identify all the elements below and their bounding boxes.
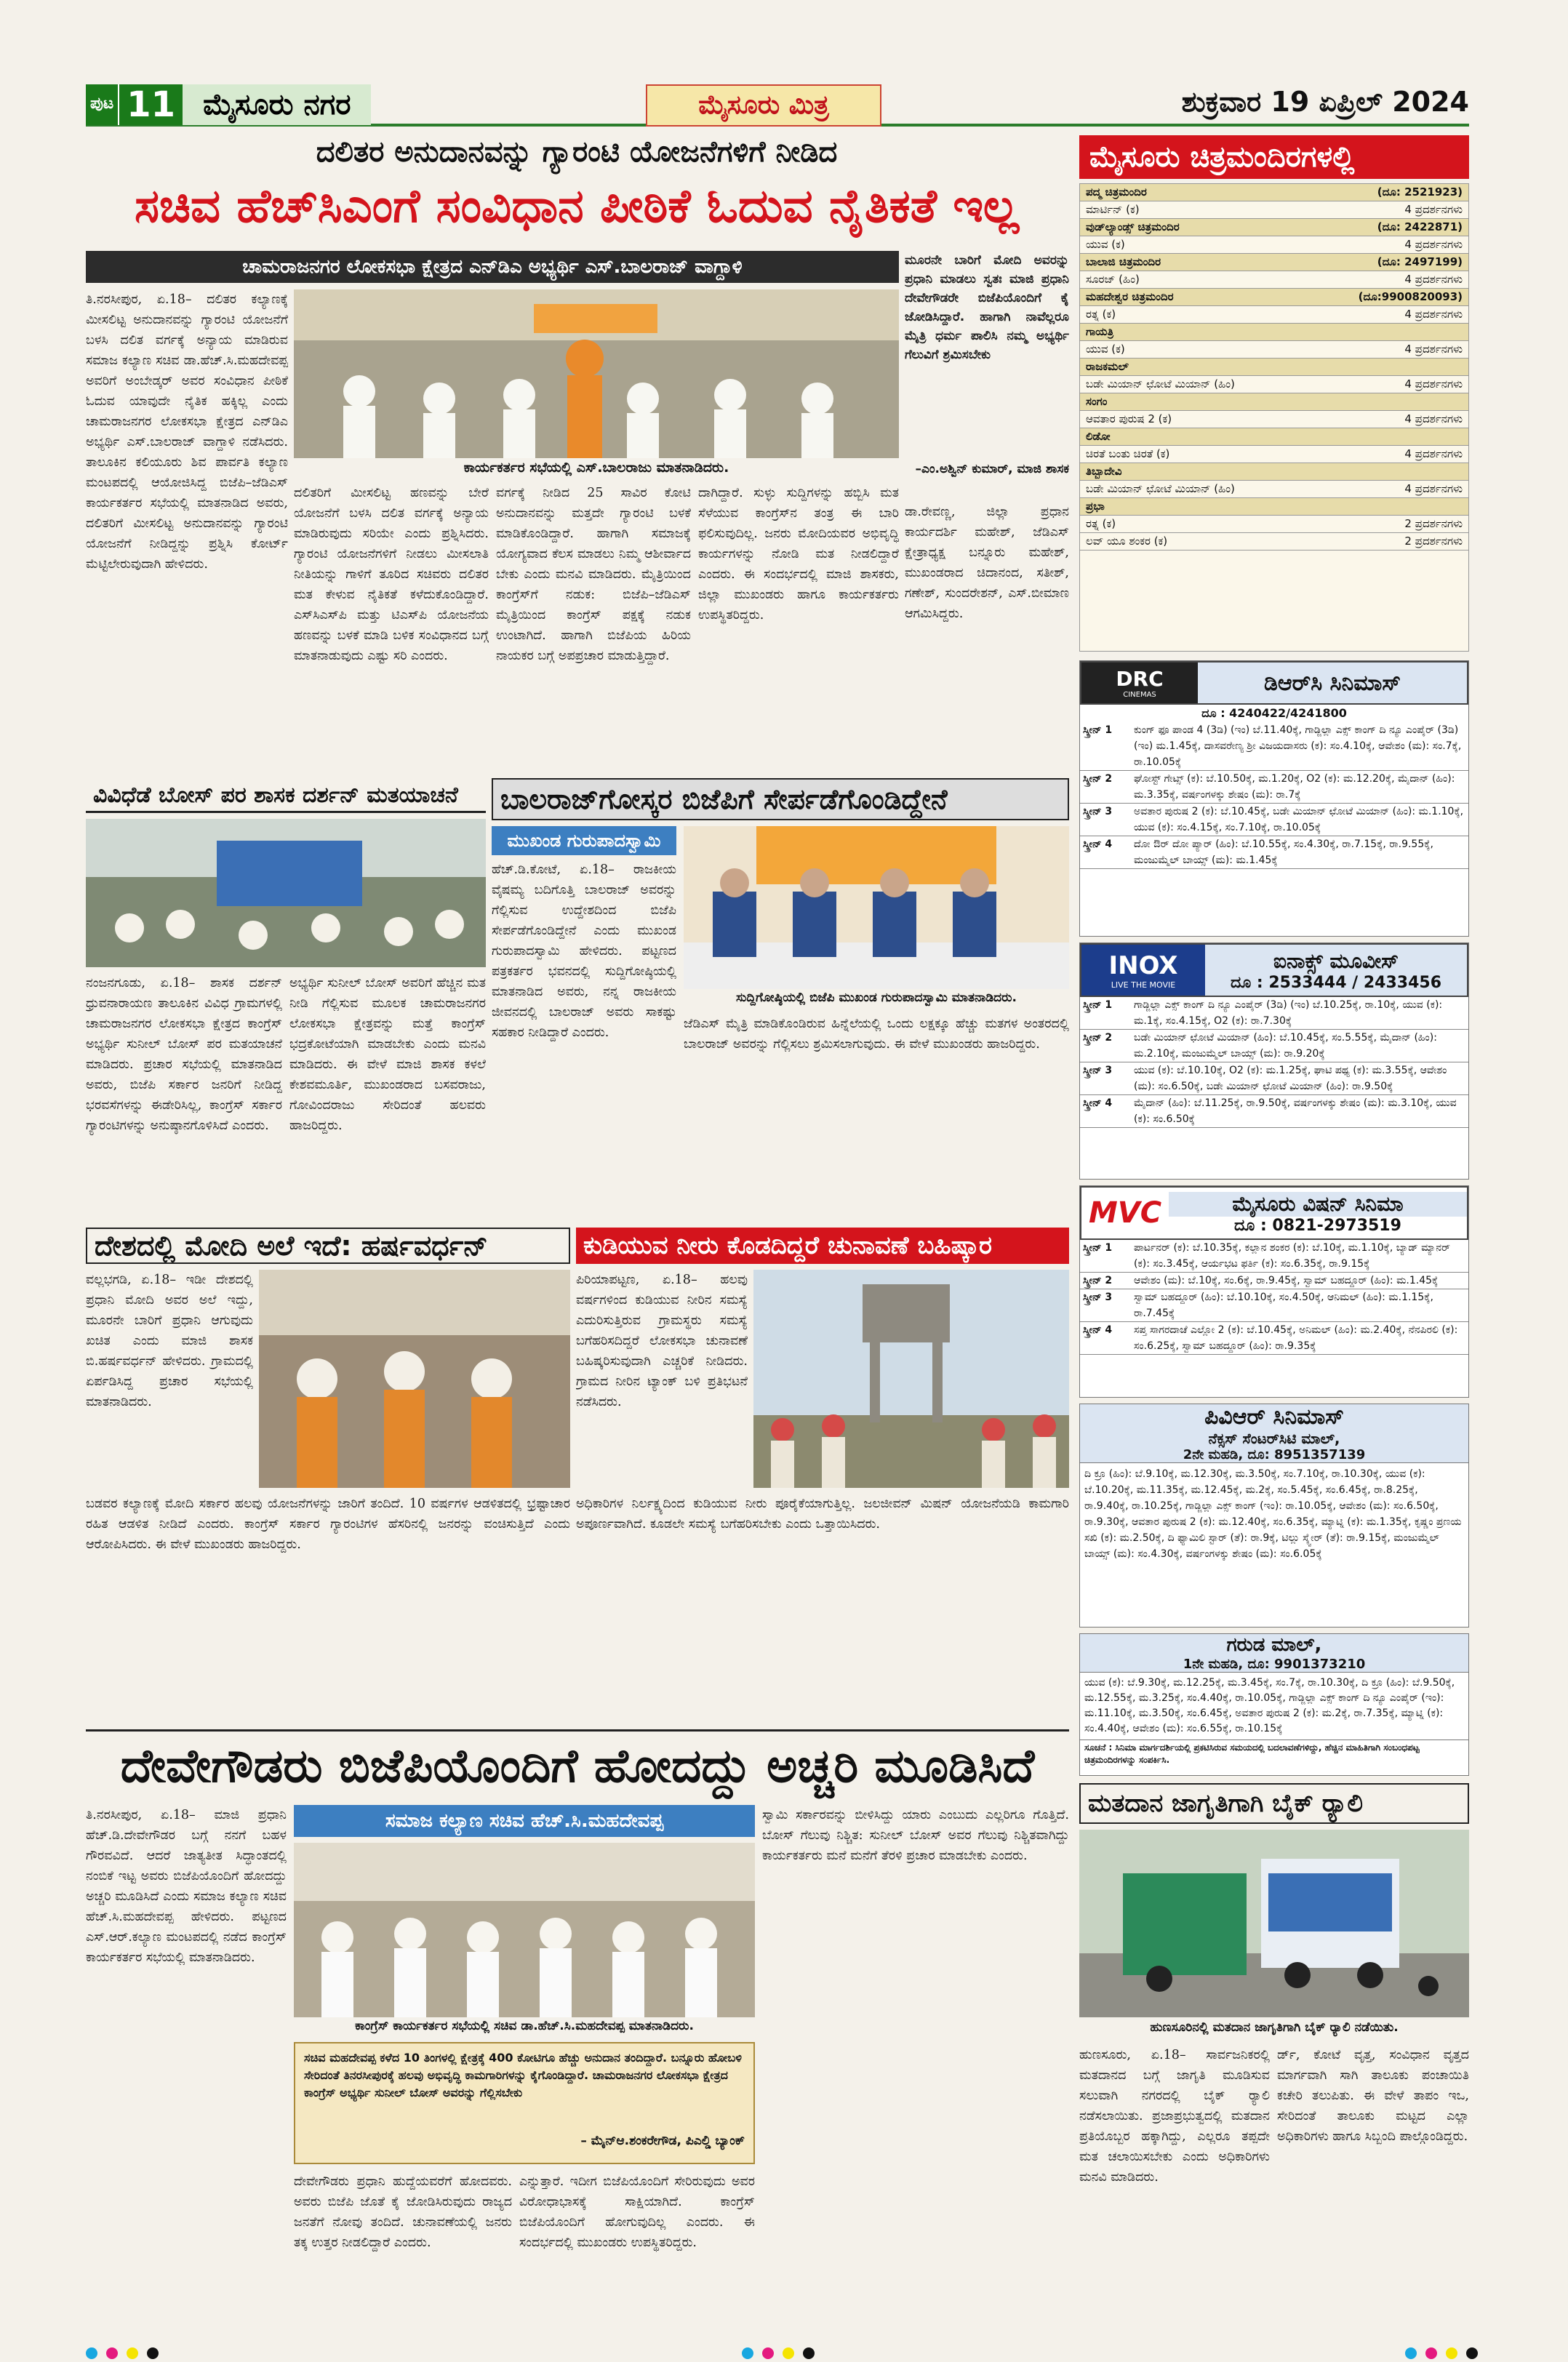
section-name: ಮೈಸೂರು ನಗರ	[183, 84, 371, 125]
page-number: 11	[118, 84, 183, 125]
theatre-film-row	[1080, 306, 1468, 324]
drc-screen-row	[1080, 836, 1468, 869]
theatre-hall-name: ರಾಜಕಮಲ್	[1086, 360, 1129, 373]
drc-phone: ದೂ : 4240422/4241800	[1201, 706, 1347, 720]
screen-showtimes: ಪಾರ್ಟನರ್ (ಕ): ಬೆ.10.35ಕ್ಕೆ, ಕಲ್ಲಾನ ಶಂಕರ (ಕ): ಬೆ.10ಕ್ಕೆ, ಮ.1.10ಕ್ಕೆ, ಬ್ಯಾಡ್ ಮ್ಯಾನರ್ (ಕ): ಸಂ.3.45ಕ್ಕೆ, ಆರ್ಯಭಟ ಫರ್ತಿ (ಕ): ಸಂ.6.35ಕ್ಕೆ, ರಾ.9.15ಕ್ಕೆ	[1134, 1242, 1451, 1270]
registration-marks-center	[742, 2347, 815, 2359]
rally-photo-icon	[86, 819, 486, 967]
film-shows: 4 ಪ್ರದರ್ಶನಗಳು	[1404, 377, 1463, 391]
cyan-dot	[742, 2347, 753, 2359]
drc-screen-row	[1080, 722, 1468, 771]
theatre-hall-name: ಪದ್ಮ ಚಿತ್ರಮಂದಿರ	[1086, 185, 1147, 199]
screen-showtimes: ಯುವ (ಕ): ಬೆ.10.10ಕ್ಕೆ, O2 (ಕ): ಮ.1.25ಕ್ಕೆ, ಘಾಟಿ ಪಥ್ಯ (ಕ): ಮ.3.55ಕ್ಕೆ, ಆವೇಶಂ (ಮ): ಸಂ.6.50ಕ್ಕೆ, ಬಡೇ ಮಿಯಾನ್ ಛೋಟೆ ಮಿಯಾನ್ (ಹಿಂ): ರಾ.9.50ಕ್ಕೆ	[1134, 1065, 1447, 1092]
screen-label: ಸ್ಕ್ರೀನ್ 4	[1083, 838, 1113, 850]
deve-photo	[294, 1843, 755, 2017]
lead-column-1: ತಿ.ನರಸೀಪುರ, ಏ.18– ದಲಿತರ ಕಲ್ಯಾಣಕ್ಕೆ ಮೀಸಲಿಟ್ಟ ಅನುದಾನವನ್ನು ಗ್ಯಾರಂಟಿ ಯೋಜನೆಗೆ ಬಳಸಿ ದಲಿತ ವರ್ಗಕ್ಕೆ ಅನ್ಯಾಯ ಮಾಡಿರುವ ಸಮಾಜ ಕಲ್ಯಾಣ ಸಚಿವ ಡಾ.ಹೆಚ್.ಸಿ.ಮಹದೇವಪ್ಪ ಅವರಿಗೆ ಅಂಬೇಡ್ಕರ್ ಅವರ ಸಂವಿಧಾನ ಪೀಠಿಕೆ ಓದುವ ಯಾವುದೇ ನೈತಿಕ ಹಕ್ಕಿಲ್ಲ ಎಂದು ಚಾಮರಾಜನಗರ ಲೋಕಸಭಾ ಕ್ಷೇತ್ರದ ಎನ್‌ಡಿಎ ಅಭ್ಯರ್ಥಿ ಎಸ್.ಬಾಲರಾಜ್ ವಾಗ್ದಾಳಿ ನಡೆಸಿದರು. ತಾಲೂಕಿನ ಕಲಿಯೂರು ಶಿವ ಪಾರ್ವತಿ ಕಲ್ಯಾಣ ಮಂಟಪದಲ್ಲಿ ಆಯೋಜಿಸಿದ್ದ ಬಿಜೆಪಿ–ಜೆಡಿಎಸ್ ಕಾರ್ಯಕರ್ತರ ಸಭೆಯಲ್ಲಿ ಮಾತನಾಡಿದ ಅವರು, ದಲಿತರಿಗೆ ಮೀಸಲಿಟ್ಟ ಅನುದಾನವನ್ನು ಗ್ಯಾರಂಟಿ ಯೋಜನೆಗೆ ನೀಡಿದ್ದನ್ನು ಪ್ರಶ್ನಿಸಿ ಕೋರ್ಟ್ ಮೆಟ್ಟಿಲೇರುವುದಾಗಿ ಹೇಳಿದರು.	[86, 292, 288, 572]
theatre-film-row	[1080, 411, 1468, 428]
screen-label: ಸ್ಕ್ರೀನ್ 3	[1083, 806, 1113, 817]
theatres-table	[1079, 183, 1469, 652]
film-shows: 4 ಪ್ರದರ್ಶನಗಳು	[1404, 482, 1463, 495]
screen-label: ಸ್ಕ್ರೀನ್ 4	[1083, 1324, 1113, 1336]
film-title: ಲವ್ ಯೂ ಶಂಕರ (ಕ)	[1086, 535, 1168, 548]
film-title: ಮಾರ್ಟಿನ್ (ಕ)	[1086, 203, 1140, 216]
theatre-film-row	[1080, 533, 1468, 551]
lead-photo	[294, 289, 899, 458]
screen-showtimes: ಘೋಸ್ಟ್ ಗೇಟ್ಸ್ (ಕ): ಬೆ.10.50ಕ್ಕೆ, ಮ.1.20ಕ್ಕೆ, O2 (ಕ): ಮ.12.20ಕ್ಕೆ, ಮೈದಾನ್ (ಹಿಂ): ಮ.3.35ಕ್ಕೆ, ವರ್ಷಂಗಳಕ್ಕು ಶೇಷಂ (ಮ): ರಾ.7ಕ್ಕೆ	[1134, 773, 1455, 801]
mvc-box	[1079, 1185, 1469, 1398]
inox-title: ಐನಾಕ್ಸ್ ಮೂವೀಸ್	[1273, 948, 1399, 973]
film-shows: 4 ಪ್ರದರ್ಶನಗಳು	[1404, 412, 1463, 425]
page-box	[86, 84, 371, 125]
magenta-dot	[762, 2347, 774, 2359]
theatre-film-row	[1080, 201, 1468, 219]
screen-showtimes: ಸಪ್ತ ಸಾಗರದಾಚೆ ಎಲ್ಲೋ 2 (ಕ): ಬೆ.10.45ಕ್ಕೆ, ಅನಿಮಲ್ (ಹಿಂ): ಮ.2.40ಕ್ಕೆ, ನೆನಪಿರಲಿ (ಕ): ಸಂ.6.25ಕ್ಕೆ, ಸ್ವಾಮ್ ಬಹದ್ದೂರ್ (ಹಿಂ): ರಾ.9.35ಕ್ಕೆ	[1134, 1324, 1458, 1352]
screen-showtimes: ಮೈದಾನ್ (ಹಿಂ): ಬೆ.11.25ಕ್ಕೆ, ರಾ.9.50ಕ್ಕೆ, ವರ್ಷಂಗಳಕ್ಕು ಶೇಷಂ (ಮ): ಮ.3.10ಕ್ಕೆ, ಯುವ (ಕ): ಸಂ.6.50ಕ್ಕೆ	[1134, 1097, 1457, 1125]
mvc-screen-row	[1080, 1273, 1468, 1289]
harsha-column-1: ವಲ್ಲಭಗಡಿ, ಏ.18– ಇಡೀ ದೇಶದಲ್ಲಿ ಪ್ರಧಾನಿ ಮೋದಿ ಅವರ ಅಲೆ ಇದ್ದು, ಮೂರನೇ ಬಾರಿಗೆ ಪ್ರಧಾನಿ ಆಗುವುದು ಖಚಿತ ಎಂದು ಮಾಜಿ ಶಾಸಕ ಬಿ.ಹರ್ಷವರ್ಧನ್ ಹೇಳಿದರು. ಗ್ರಾಮದಲ್ಲಿ ಏರ್ಪಡಿಸಿದ್ದ ಪ್ರಚಾರ ಸಭೆಯಲ್ಲಿ ಮಾತನಾಡಿದರು.	[86, 1273, 253, 1409]
cyan-dot	[86, 2347, 97, 2359]
theatre-hall-header	[1080, 463, 1468, 481]
water-column-1: ಪಿರಿಯಾಪಟ್ಟಣ, ಏ.18– ಹಲವು ವರ್ಷಗಳಿಂದ ಕುಡಿಯುವ ನೀರಿನ ಸಮಸ್ಯೆ ಎದುರಿಸುತ್ತಿರುವ ಗ್ರಾಮಸ್ಥರು ಸಮಸ್ಯೆ ಬಗೆಹರಿಸದಿದ್ದರೆ ಲೋಕಸಭಾ ಚುನಾವಣೆ ಬಹಿಷ್ಕರಿಸುವುದಾಗಿ ಎಚ್ಚರಿಕೆ ನೀಡಿದರು. ಗ್ರಾಮದ ನೀರಿನ ಟ್ಯಾಂಕ್ ಬಳಿ ಪ್ರತಿಭಟನೆ ನಡೆಸಿದರು.	[576, 1273, 748, 1409]
lead-quote: ಮೂರನೇ ಬಾರಿಗೆ ಮೋದಿ ಅವರನ್ನು ಪ್ರಧಾನಿ ಮಾಡಲು ಸ್ವತಃ ಮಾಜಿ ಪ್ರಧಾನಿ ದೇವೇಗೌಡರೇ ಬಿಜೆಪಿಯೊಂದಿಗೆ ಕೈ ಜೋಡಿಸಿದ್ದಾರೆ. ಹಾಗಾಗಿ ನಾವೆಲ್ಲರೂ ಮೈತ್ರಿ ಧರ್ಮ ಪಾಲಿಸಿ ನಮ್ಮ ಅಭ್ಯರ್ಥಿ ಗೆಲುವಿಗೆ ಶ್ರಮಿಸಬೇಕು	[905, 253, 1069, 362]
screen-label: ಸ್ಕ್ರೀನ್ 1	[1083, 999, 1113, 1011]
lead-quote-author: –ಎಂ.ಅಶ್ವಿನ್ ಕುಮಾರ್, ಮಾಜಿ ಶಾಸಕ	[915, 462, 1069, 476]
inox-phone: ದೂ : 2533444 / 2433456	[1230, 973, 1442, 992]
screen-showtimes: ಬಡೇ ಮಿಯಾನ್ ಛೋಟೆ ಮಿಯಾನ್ (ಹಿಂ): ಬೆ.10.45ಕ್ಕೆ, ಸಂ.5.55ಕ್ಕೆ, ಮೈದಾನ್ (ಹಿಂ): ಮ.2.10ಕ್ಕೆ, ಮಂಜುಮ್ಮೆಲ್ ಬಾಯ್ಸ್ (ಮ): ರಾ.9.20ಕ್ಕೆ	[1134, 1032, 1437, 1060]
theatre-hall-phone: (ದೂ: 2521923)	[1377, 185, 1463, 199]
page-label: ಪುಟ	[86, 84, 118, 125]
film-shows: 2 ಪ್ರದರ್ಶನಗಳು	[1404, 517, 1463, 530]
screen-label: ಸ್ಕ್ರೀನ್ 3	[1083, 1065, 1113, 1076]
theatre-film-row	[1080, 481, 1468, 498]
theatre-hall-phone: (ದೂ:9900820093)	[1358, 290, 1463, 303]
film-title: ಯುವ (ಕ)	[1086, 343, 1125, 356]
mvc-screen-row	[1080, 1322, 1468, 1355]
theatre-hall-name: ಲಿಡೋ	[1086, 430, 1111, 443]
bike-column-2: ರ್ಡ್, ಕೋಟೆ ವೃತ್ತ, ಸಂವಿಧಾನ ವೃತ್ತದ ಮಾರ್ಗವಾಗಿ ಸಾಗಿ ತಾಲೂಕು ಪಂಚಾಯಿತಿ ಕಚೇರಿ ತಲುಪಿತು. ಈ ವೇಳೆ ತಾಪಂ ಇಒ, ಸೇರಿದಂತೆ ತಾಲೂಕು ಮಟ್ಟದ ಎಲ್ಲಾ ಅಧಿಕಾರಿಗಳು ಹಾಗೂ ಸಿಬ್ಬಂದಿ ಪಾಲ್ಗೊಂಡಿದ್ದರು.	[1277, 2048, 1469, 2144]
drc-box	[1079, 660, 1469, 937]
lead-subbar: ಚಾಮರಾಜನಗರ ಲೋಕಸಭಾ ಕ್ಷೇತ್ರದ ಎನ್‌ಡಿಎ ಅಭ್ಯರ್ಥಿ ಎಸ್.ಬಾಲರಾಜ್ ವಾಗ್ದಾಳಿ	[86, 251, 899, 283]
film-title: ಯುವ (ಕ)	[1086, 238, 1125, 251]
harsha-headline: ದೇಶದಲ್ಲಿ ಮೋದಿ ಅಲೆ ಇದೆ: ಹರ್ಷವರ್ಧನ್	[86, 1228, 570, 1264]
film-title: ರತ್ನ (ಕ)	[1086, 517, 1116, 530]
garuda-title: ಗರುಡ ಮಾಲ್,	[1226, 1634, 1322, 1656]
campaign-photo-icon	[259, 1270, 570, 1488]
screen-showtimes: ದೋ ಔರ್ ದೋ ಪ್ಯಾರ್ (ಹಿಂ): ಬೆ.10.55ಕ್ಕೆ, ಸಂ.4.30ಕ್ಕೆ, ರಾ.7.15ಕ್ಕೆ, ರಾ.9.55ಕ್ಕೆ, ಮಂಜುಮ್ಮೆಲ್ ಬಾಯ್ಸ್ (ಮ): ಮ.1.45ಕ್ಕೆ	[1134, 838, 1433, 866]
screen-label: ಸ್ಕ್ರೀನ್ 2	[1083, 773, 1113, 785]
film-title: ಆವತಾರ ಪುರುಷ 2 (ಕ)	[1086, 412, 1172, 425]
theatre-hall-phone: (ದೂ: 2497199)	[1377, 255, 1463, 268]
drc-logo-sub: CINEMAS	[1123, 691, 1156, 699]
lead-quote-box	[905, 251, 1069, 498]
deve-headline: ದೇವೇಗೌಡರು ಬಿಜೆಪಿಯೊಂದಿಗೆ ಹೋದದ್ದು ಅಚ್ಚರಿ ಮೂಡಿಸಿದೆ	[86, 1729, 1069, 1799]
masthead	[86, 81, 1469, 127]
bike-photo-caption: ಹುಣಸೂರಿನಲ್ಲಿ ಮತದಾನ ಜಾಗೃತಿಗಾಗಿ ಬೈಕ್ ರ್‍ಯಾಲಿ ನಡೆಯಿತು.	[1150, 2020, 1399, 2035]
garuda-box	[1079, 1633, 1469, 1776]
screen-label: ಸ್ಕ್ರೀನ್ 3	[1083, 1292, 1113, 1303]
inox-screen-row	[1080, 1095, 1468, 1128]
film-shows: 4 ಪ್ರದರ್ಶನಗಳು	[1404, 238, 1463, 251]
drc-title: ಡಿಆರ್‌ಸಿ ಸಿನಿಮಾಸ್	[1263, 670, 1401, 696]
drc-header	[1080, 661, 1468, 705]
black-dot	[1466, 2347, 1478, 2359]
deve-photo-caption: ಕಾಂಗ್ರೆಸ್ ಕಾರ್ಯಕರ್ತರ ಸಭೆಯಲ್ಲಿ ಸಚಿವ ಡಾ.ಹೆಚ್.ಸಿ.ಮಹದೇವಪ್ಪ ಮಾತನಾಡಿದರು.	[355, 2019, 694, 2033]
harsha-photo	[259, 1270, 570, 1488]
balaraj-column-2: ಜೆಡಿಎಸ್ ಮೈತ್ರಿ ಮಾಡಿಕೊಂಡಿರುವ ಹಿನ್ನೆಲೆಯಲ್ಲಿ ಒಂದು ಲಕ್ಷಕ್ಕೂ ಹೆಚ್ಚು ಮತಗಳ ಅಂತರದಲ್ಲಿ ಬಾಲರಾಜ್ ಅವರನ್ನು ಗೆಲ್ಲಿಸಲು ಶ್ರಮಿಸಲಾಗುವುದು. ಈ ವೇಳೆ ಮುಖಂಡರು ಹಾಜರಿದ್ದರು.	[684, 1017, 1069, 1052]
theatre-hall-header	[1080, 184, 1468, 201]
lead-column-5: ಡಾ.ರೇವಣ್ಣ, ಜಿಲ್ಲಾ ಪ್ರಧಾನ ಕಾರ್ಯದರ್ಶಿ ಮಹೇಶ್, ಜೆಡಿಎಸ್ ಕ್ಷೇತ್ರಾಧ್ಯಕ್ಷ ಬನ್ನೂರು ಮಹೇಶ್, ಮುಖಂಡರಾದ ಚಿದಾನಂದ, ಸತೀಶ್, ಗಣೇಶ್, ಸುಂದರೇಶನ್, ಎಸ್.ಬೀಮಾಣ ಆಗಮಿಸಿದ್ದರು.	[905, 505, 1069, 621]
theatre-hall-header	[1080, 428, 1468, 446]
inox-logo-sub: LIVE THE MOVIE	[1111, 980, 1176, 990]
water-headline: ಕುಡಿಯುವ ನೀರು ಕೊಡದಿದ್ದರೆ ಚುನಾವಣೆ ಬಹಿಷ್ಕಾರ	[576, 1228, 1069, 1264]
mvc-header	[1080, 1186, 1468, 1240]
mvc-screens	[1080, 1240, 1468, 1355]
drc-logo	[1081, 662, 1198, 703]
theatre-hall-header	[1080, 324, 1468, 341]
theatre-hall-name: ಪ್ರಭಾ	[1086, 500, 1105, 513]
film-shows: 2 ಪ್ರದರ್ಶನಗಳು	[1404, 535, 1463, 548]
theatre-hall-name: ಬಾಲಾಜಿ ಚಿತ್ರಮಂದಿರ	[1086, 255, 1161, 268]
theatre-film-row	[1080, 446, 1468, 463]
balaraj-column-1: ಹೆಚ್.ಡಿ.ಕೋಟೆ, ಏ.18– ರಾಜಕೀಯ ವೈಷಮ್ಯ ಬದಿಗೊತ್ತಿ ಬಾಲರಾಜ್ ಅವರನ್ನು ಗೆಲ್ಲಿಸುವ ಉದ್ದೇಶದಿಂದ ಬಿಜೆಪಿ ಸೇರ್ಪಡೆಗೊಂಡಿದ್ದೇನೆ ಎಂದು ಮುಖಂಡ ಗುರುಪಾದಸ್ವಾಮಿ ಹೇಳಿದರು. ಪಟ್ಟಣದ ಪತ್ರಕರ್ತರ ಭವನದಲ್ಲಿ ಸುದ್ದಿಗೋಷ್ಠಿಯಲ್ಲಿ ಮಾತನಾಡಿದ ಅವರು, ನನ್ನ ರಾಜಕೀಯ ಜೀವನದಲ್ಲಿ ಬಾಲರಾಜ್ ಅವರು ಸಾಕಷ್ಟು ಸಹಕಾರ ನೀಡಿದ್ದಾರೆ ಎಂದರು.	[492, 862, 676, 1040]
water-column-2: ಅಧಿಕಾರಿಗಳ ನಿರ್ಲಕ್ಷ್ಯದಿಂದ ಕುಡಿಯುವ ನೀರು ಪೂರೈಕೆಯಾಗುತ್ತಿಲ್ಲ. ಜಲಜೀವನ್ ಮಿಷನ್ ಯೋಜನೆಯಡಿ ಕಾಮಗಾರಿ ಅಪೂರ್ಣವಾಗಿದೆ. ಕೂಡಲೇ ಸಮಸ್ಯೆ ಬಗೆಹರಿಸಬೇಕು ಎಂದು ಒತ್ತಾಯಿಸಿದರು.	[576, 1497, 1069, 1532]
film-shows: 4 ಪ್ರದರ್ಶನಗಳು	[1404, 343, 1463, 356]
film-title: ಸೂರಜ್ (ಹಿಂ)	[1086, 273, 1140, 286]
inox-header	[1080, 943, 1468, 997]
screen-label: ಸ್ಕ್ರೀನ್ 2	[1083, 1032, 1113, 1044]
inox-screen-row	[1080, 997, 1468, 1030]
darshan-photo	[86, 819, 486, 967]
deve-quote-box	[294, 2042, 755, 2164]
inox-screen-row	[1080, 1062, 1468, 1095]
pvr-showtimes: ದಿ ಕ್ರೂ (ಹಿಂ): ಬೆ.9.10ಕ್ಕೆ, ಮ.12.30ಕ್ಕೆ, ಮ.3.50ಕ್ಕೆ, ಸಂ.7.10ಕ್ಕೆ, ರಾ.10.30ಕ್ಕೆ, ಯುವ (ಕ): ಬೆ.10.20ಕ್ಕೆ, ಮ.11.35ಕ್ಕೆ, ಮ.12.45ಕ್ಕೆ, ಮ.2ಕ್ಕೆ, ಸಂ.5.45ಕ್ಕೆ, ಸಂ.6.45ಕ್ಕೆ, ರಾ.8.25ಕ್ಕೆ, ರಾ.9.40ಕ್ಕೆ, ರಾ.10.25ಕ್ಕೆ, ಗಾಡ್ಜಿಲ್ಲಾ ಎಕ್ಸ್ ಕಾಂಗ್ (ಇಂ): ರಾ.10.05ಕ್ಕೆ, ಆವೇಶಂ (ಮ): ಸಂ.6.50ಕ್ಕೆ, ರಾ.9.30ಕ್ಕೆ, ಆವತಾರ ಪುರುಷ 2 (ಕ): ಮ.12.40ಕ್ಕೆ, ಸಂ.6.35ಕ್ಕೆ, ಮ್ಯಾಟ್ನಿ (ಕ): ಮ.1.35ಕ್ಕೆ, ಕೃಷ್ಣಂ ಪ್ರಣಯ ಸಖಿ (ಕ): ಮ.2.50ಕ್ಕೆ, ದಿ ಫ್ಯಾಮಿಲಿ ಸ್ಟಾರ್ (ತೆ): ರಾ.9ಕ್ಕೆ, ಟಿಲ್ಲು ಸ್ಕ್ವೇರ್ (ತೆ): ರಾ.9.15ಕ್ಕೆ, ಮಂಜುಮ್ಮೆಲ್ ಬಾಯ್ಸ್ (ಮ): ಸಂ.4.30ಕ್ಕೆ, ವರ್ಷಂಗಳಕ್ಕು ಶೇಷಂ (ಮ): ಸಂ.6.05ಕ್ಕೆ	[1084, 1468, 1462, 1560]
black-dot	[147, 2347, 159, 2359]
registration-marks-left	[86, 2347, 159, 2359]
balaraj-photo	[684, 826, 1069, 989]
deve-quote: ಸಚಿವ ಮಹದೇವಪ್ಪ ಕಳೆದ 10 ತಿಂಗಳಲ್ಲಿ ಕ್ಷೇತ್ರಕ್ಕೆ 400 ಕೋಟಿಗೂ ಹೆಚ್ಚು ಅನುದಾನ ತಂದಿದ್ದಾರೆ. ಬನ್ನೂರು ಹೋಬಳಿ ಸೇರಿದಂತೆ ತಿನರಸೀಪುರಕ್ಕೆ ಹಲವು ಅಭಿವೃದ್ಧಿ ಕಾಮಗಾರಿಗಳನ್ನು ಕೈಗೊಂಡಿದ್ದಾರೆ. ಚಾಮರಾಜನಗರ ಲೋಕಸಭಾ ಕ್ಷೇತ್ರದ ಕಾಂಗ್ರೆಸ್ ಅಭ್ಯರ್ಥಿ ಸುನೀಲ್ ಬೋಸ್ ಅವರನ್ನು ಗೆಲ್ಲಿಸಬೇಕು	[304, 2051, 742, 2099]
mvc-title: ಮೈಸೂರು ವಿಷನ್ ಸಿನಿಮಾ	[1169, 1192, 1467, 1217]
bike-rally-photo-icon	[1079, 1830, 1469, 2017]
mvc-phone: ದೂ : 0821-2973519	[1234, 1216, 1401, 1235]
pvr-box	[1079, 1404, 1469, 1628]
darshan-headline: ವಿವಿಧೆಡೆ ಬೋಸ್ ಪರ ಶಾಸಕ ದರ್ಶನ್ ಮತಯಾಚನೆ	[86, 778, 486, 813]
screen-label: ಸ್ಕ್ರೀನ್ 1	[1083, 1242, 1113, 1254]
screen-showtimes: ಆವೇಶಂ (ಮ): ಬೆ.10ಕ್ಕೆ, ಸಂ.6ಕ್ಕೆ, ರಾ.9.45ಕ್ಕೆ, ಸ್ವಾಮ್ ಬಹದ್ದೂರ್ (ಹಿಂ): ಮ.1.45ಕ್ಕೆ	[1134, 1275, 1439, 1286]
film-title: ಚಿರತೆ ಬಂತು ಚಿರತೆ (ಕ)	[1086, 447, 1170, 460]
darshan-column-1: ನಂಜನಗೂಡು, ಏ.18– ಶಾಸಕ ದರ್ಶನ್ ಧ್ರುವನಾರಾಯಣ ತಾಲೂಕಿನ ವಿವಿಧ ಗ್ರಾಮಗಳಲ್ಲಿ ಚಾಮರಾಜನಗರ ಲೋಕಸಭಾ ಕ್ಷೇತ್ರದ ಕಾಂಗ್ರೆಸ್ ಅಭ್ಯರ್ಥಿ ಸುನೀಲ್ ಬೋಸ್ ಪರ ಮತಯಾಚನೆ ಮಾಡಿದರು. ಪ್ರಚಾರ ಸಭೆಯಲ್ಲಿ ಮಾತನಾಡಿದ ಅವರು, ಬಿಜೆಪಿ ಸರ್ಕಾರ ಜನರಿಗೆ ನೀಡಿದ್ದ ಭರವಸೆಗಳನ್ನು ಈಡೇರಿಸಿಲ್ಲ, ಕಾಂಗ್ರೆಸ್ ಸರ್ಕಾರ ಗ್ಯಾರಂಟಿಗಳನ್ನು ಅನುಷ್ಠಾನಗೊಳಿಸಿದೆ ಎಂದರು.	[86, 976, 282, 1133]
water-tank-protest-icon	[753, 1270, 1069, 1488]
film-shows: 4 ಪ್ರದರ್ಶನಗಳು	[1404, 273, 1463, 286]
deve-column-4: ಸ್ವಾಮಿ ಸರ್ಕಾರವನ್ನು ಬೀಳಿಸಿದ್ದು ಯಾರು ಎಂಬುದು ಎಲ್ಲರಿಗೂ ಗೊತ್ತಿದೆ. ಬೋಸ್ ಗೆಲುವು ನಿಶ್ಚಿತ: ಸುನೀಲ್ ಬೋಸ್ ಅವರ ಗೆಲುವು ನಿಶ್ಚಿತವಾಗಿದ್ದು ಕಾರ್ಯಕರ್ತರು ಮನೆ ಮನೆಗೆ ತೆರಳಿ ಪ್ರಚಾರ ಮಾಡಬೇಕು ಎಂದರು.	[762, 1808, 1069, 1863]
yellow-dot	[127, 2347, 138, 2359]
film-title: ಬಡೇ ಮಿಯಾನ್ ಛೋಟೆ ಮಿಯಾನ್ (ಹಿಂ)	[1086, 482, 1235, 495]
inox-logo	[1081, 945, 1205, 996]
screen-showtimes: ಸ್ವಾಮ್ ಬಹದ್ದೂರ್ (ಹಿಂ): ಬೆ.10.10ಕ್ಕೆ, ಸಂ.4.50ಕ್ಕೆ, ಆನಿಮಲ್ (ಹಿಂ): ಮ.1.15ಕ್ಕೆ, ರಾ.7.45ಕ್ಕೆ	[1134, 1292, 1433, 1319]
lead-column-3: ವರ್ಗಕ್ಕೆ ನೀಡಿದ 25 ಸಾವಿರ ಕೋಟಿ ಅನುದಾನವನ್ನು ಮತ್ತದೇ ಗ್ಯಾರಂಟಿ ಬಳಕೆ ಮಾಡಿಕೊಂಡಿದ್ದಾರೆ. ಹಾಗಾಗಿ ಸಮಾಜಕ್ಕೆ ಯೋಗ್ಯವಾದ ಕೆಲಸ ಮಾಡಲು ನಿಮ್ಮ ಆಶೀರ್ವಾದ ಬೇಕು ಎಂದು ಮನವಿ ಮಾಡಿದರು. ಮೈತ್ರಿಯಿಂದ ಕಾಂಗ್ರೆಸ್‌ಗೆ ನಡುಕ: ಬಿಜೆಪಿ–ಜೆಡಿಎಸ್ ಮೈತ್ರಿಯಿಂದ ಕಾಂಗ್ರೆಸ್ ಪಕ್ಷಕ್ಕೆ ನಡುಕ ಉಂಟಾಗಿದೆ. ಹಾಗಾಗಿ ಬಿಜೆಪಿಯ ಹಿರಿಯ ನಾಯಕರ ಬಗ್ಗೆ ಅಪಪ್ರಚಾರ ಮಾಡುತ್ತಿದ್ದಾರೆ.	[496, 486, 691, 663]
inox-logo-text: INOX	[1108, 950, 1178, 980]
theatre-hall-header	[1080, 219, 1468, 236]
yellow-dot	[1446, 2347, 1457, 2359]
meeting-photo-icon	[294, 289, 899, 458]
inox-box	[1079, 942, 1469, 1180]
inox-title-box	[1205, 949, 1467, 992]
harsha-column-2: ಬಡವರ ಕಲ್ಯಾಣಕ್ಕೆ ಮೋದಿ ಸರ್ಕಾರ ಹಲವು ಯೋಜನೆಗಳನ್ನು ಜಾರಿಗೆ ತಂದಿದೆ. 10 ವರ್ಷಗಳ ಆಡಳಿತದಲ್ಲಿ ಭ್ರಷ್ಟಾಚಾರ ರಹಿತ ಆಡಳಿತ ನೀಡಿದೆ ಎಂದರು. ಕಾಂಗ್ರೆಸ್ ಸರ್ಕಾರ ಗ್ಯಾರಂಟಿಗಳ ಹೆಸರಿನಲ್ಲಿ ಜನರನ್ನು ವಂಚಿಸುತ್ತಿದೆ ಎಂದು ಆರೋಪಿಸಿದರು. ಈ ವೇಳೆ ಮುಖಂಡರು ಹಾಜರಿದ್ದರು.	[86, 1497, 570, 1552]
film-shows: 4 ಪ್ರದರ್ಶನಗಳು	[1404, 203, 1463, 216]
deve-column-1: ತಿ.ನರಸೀಪುರ, ಏ.18– ಮಾಜಿ ಪ್ರಧಾನಿ ಹೆಚ್.ಡಿ.ದೇವೇಗೌಡರ ಬಗ್ಗೆ ನನಗೆ ಬಹಳ ಗೌರವವಿದೆ. ಆದರೆ ಜಾತ್ಯತೀತ ಸಿದ್ಧಾಂತದಲ್ಲಿ ನಂಬಿಕೆ ಇಟ್ಟ ಅವರು ಬಿಜೆಪಿಯೊಂದಿಗೆ ಹೋದದ್ದು ಅಚ್ಚರಿ ಮೂಡಿಸಿದೆ ಎಂದು ಸಮಾಜ ಕಲ್ಯಾಣ ಸಚಿವ ಹೆಚ್.ಸಿ.ಮಹದೇವಪ್ಪ ಹೇಳಿದರು. ಪಟ್ಟಣದ ಎಸ್.ಆರ್.ಕಲ್ಯಾಣ ಮಂಟಪದಲ್ಲಿ ನಡೆದ ಕಾಂಗ್ರೆಸ್ ಕಾರ್ಯಕರ್ತರ ಸಭೆಯಲ್ಲಿ ಮಾತನಾಡಿದರು.	[86, 1808, 287, 1965]
lead-photo-caption: ಕಾರ್ಯಕರ್ತರ ಸಭೆಯಲ್ಲಿ ಎಸ್.ಬಾಲರಾಜು ಮಾತನಾಡಿದರು.	[463, 460, 729, 476]
balaraj-headline: ಬಾಲರಾಜ್‌ಗೋಸ್ಕರ ಬಿಜೆಪಿಗೆ ಸೇರ್ಪಡೆಗೊಂಡಿದ್ದೇನೆ	[492, 778, 1069, 820]
deve-column-3: ಎನ್ನುತ್ತಾರೆ. ಇದೀಗ ಬಿಜೆಪಿಯೊಂದಿಗೆ ಸೇರಿರುವುದು ಅವರ ವಿರೋಧಾಭಾಸಕ್ಕೆ ಸಾಕ್ಷಿಯಾಗಿದೆ. ಕಾಂಗ್ರೆಸ್ ಬಿಜೆಪಿಯೊಂದಿಗೆ ಹೋಗುವುದಿಲ್ಲ ಎಂದರು. ಈ ಸಂದರ್ಭದಲ್ಲಿ ಮುಖಂಡರು ಉಪಸ್ಥಿತರಿದ್ದರು.	[519, 2174, 755, 2250]
darshan-column-2: ಅಭ್ಯರ್ಥಿ ಸುನೀಲ್ ಬೋಸ್ ಅವರಿಗೆ ಹೆಚ್ಚಿನ ಮತ ನೀಡಿ ಗೆಲ್ಲಿಸುವ ಮೂಲಕ ಚಾಮರಾಜನಗರ ಲೋಕಸಭಾ ಕ್ಷೇತ್ರವನ್ನು ಮತ್ತೆ ಕಾಂಗ್ರೆಸ್ ಭದ್ರಕೋಟೆಯಾಗಿ ಮಾಡಬೇಕು ಎಂದು ಮನವಿ ಮಾಡಿದರು. ಈ ವೇಳೆ ಮಾಜಿ ಶಾಸಕ ಕಳಲೆ ಕೇಶವಮೂರ್ತಿ, ಮುಖಂಡರಾದ ಬಸವರಾಜು, ಗೋವಿಂದರಾಜು ಸೇರಿದಂತೆ ಹಲವರು ಹಾಜರಿದ್ದರು.	[289, 976, 486, 1133]
registration-marks-right	[1405, 2347, 1478, 2359]
pvr-title: ಪಿವಿಆರ್ ಸಿನಿಮಾಸ್	[1204, 1404, 1344, 1430]
garuda-note: ಸೂಚನೆ : ಸಿನಿಮಾ ಮಾರ್ಗದರ್ಶಿಯಲ್ಲಿ ಪ್ರಕಟಿಸಿರುವ ಸಮಯದಲ್ಲಿ ಬದಲಾವಣೆಗಳಿದ್ದು, ಹೆಚ್ಚಿನ ಮಾಹಿತಿಗಾಗಿ ಸಂಬಂಧಪಟ್ಟ ಚಿತ್ರಮಂದಿರಗಳನ್ನು ಸಂಪರ್ಕಿಸಿ.	[1080, 1740, 1468, 1768]
lead-kicker: ದಲಿತರ ಅನುದಾನವನ್ನು ಗ್ಯಾರಂಟಿ ಯೋಜನೆಗಳಿಗೆ ನೀಡಿದ	[316, 135, 838, 169]
theatre-hall-name: ವುಡ್‌ಲ್ಯಾಂಡ್ಸ್ ಚಿತ್ರಮಂದಿರ	[1086, 220, 1180, 233]
film-title: ಬಡೇ ಮಿಯಾನ್ ಛೋಟೆ ಮಿಯಾನ್ (ಹಿಂ)	[1086, 377, 1235, 391]
screen-showtimes: ಕುಂಗ್ ಫೂ ಪಾಂಡ 4 (3ಡಿ) (ಇಂ) ಬೆ.11.40ಕ್ಕೆ, ಗಾಡ್ಜಿಲ್ಲಾ ಎಕ್ಸ್ ಕಾಂಗ್ ದಿ ನ್ಯೂ ಎಂಪೈರ್ (3ಡಿ) (ಇಂ) ಮ.1.45ಕ್ಕೆ, ದಾಸವರೇಣ್ಯ ಶ್ರೀ ವಿಜಯದಾಸರು (ಕ): ಸಂ.4.10ಕ್ಕೆ, ಆವೇಶಂ (ಮ): ಸಂ.7ಕ್ಕೆ, ರಾ.10.05ಕ್ಕೆ	[1134, 724, 1462, 768]
yellow-dot	[783, 2347, 794, 2359]
drc-logo-text: DRC	[1116, 667, 1164, 691]
theatre-film-row	[1080, 236, 1468, 254]
film-title: ರತ್ನ (ಕ)	[1086, 308, 1116, 321]
theatre-hall-header	[1080, 254, 1468, 271]
pvr-phone: 2ನೇ ಮಹಡಿ, ದೂ: 8951357139	[1183, 1447, 1366, 1462]
bike-column-1: ಹುಣಸೂರು, ಏ.18– ಸಾರ್ವಜನಿಕರಲ್ಲಿ ಮತದಾನದ ಬಗ್ಗೆ ಜಾಗೃತಿ ಮೂಡಿಸುವ ಸಲುವಾಗಿ ನಗರದಲ್ಲಿ ಬೈಕ್ ರ್‍ಯಾಲಿ ನಡೆಸಲಾಯಿತು. ಪ್ರಜಾಪ್ರಭುತ್ವದಲ್ಲಿ ಮತದಾನ ಪ್ರತಿಯೊಬ್ಬರ ಹಕ್ಕಾಗಿದ್ದು, ಎಲ್ಲರೂ ತಪ್ಪದೇ ಮತ ಚಲಾಯಿಸಬೇಕು ಎಂದು ಅಧಿಕಾರಿಗಳು ಮನವಿ ಮಾಡಿದರು.	[1079, 2048, 1270, 2185]
theatre-hall-name: ಗಾಯತ್ರಿ	[1086, 325, 1114, 338]
theatre-hall-header	[1080, 393, 1468, 411]
water-photo	[753, 1270, 1069, 1488]
drc-screen-row	[1080, 771, 1468, 804]
newspaper-logo: ಮೈಸೂರು ಮಿತ್ರ	[646, 84, 881, 127]
theatre-hall-phone: (ದೂ: 2422871)	[1377, 220, 1463, 233]
screen-label: ಸ್ಕ್ರೀನ್ 2	[1083, 1275, 1113, 1286]
theatre-film-row	[1080, 516, 1468, 533]
garuda-phone: 1ನೇ ಮಹಡಿ, ದೂ: 9901373210	[1183, 1657, 1366, 1672]
theatre-film-row	[1080, 341, 1468, 359]
mvc-screen-row	[1080, 1289, 1468, 1322]
drc-screens	[1080, 722, 1468, 869]
film-shows: 4 ಪ್ರದರ್ಶನಗಳು	[1404, 308, 1463, 321]
balaraj-subbar: ಮುಖಂಡ ಗುರುಪಾದಸ್ವಾಮಿ	[492, 826, 676, 855]
screen-label: ಸ್ಕ್ರೀನ್ 1	[1083, 724, 1113, 736]
deve-subbar: ಸಮಾಜ ಕಲ್ಯಾಣ ಸಚಿವ ಹೆಚ್.ಸಿ.ಮಹದೇವಪ್ಪ	[294, 1805, 755, 1837]
theatre-film-row	[1080, 376, 1468, 393]
mvc-title-box	[1169, 1192, 1467, 1235]
garuda-header	[1080, 1634, 1468, 1673]
theatres-title: ಮೈಸೂರು ಚಿತ್ರಮಂದಿರಗಳಲ್ಲಿ	[1079, 135, 1469, 179]
black-dot	[803, 2347, 815, 2359]
pvr-header	[1080, 1404, 1468, 1463]
deve-quote-author: – ಮೈನ್ಆ.ಶಂಕರೇಗೌಡ, ಪಿಎಲ್ಡಿ ಬ್ಯಾಂಕ್	[580, 2134, 745, 2148]
bike-headline: ಮತದಾನ ಜಾಗೃತಿಗಾಗಿ ಬೈಕ್ ರ್‍ಯಾಲಿ	[1079, 1783, 1469, 1824]
garuda-showtimes: ಯುವ (ಕ): ಬೆ.9.30ಕ್ಕೆ, ಮ.12.25ಕ್ಕೆ, ಮ.3.45ಕ್ಕೆ, ಸಂ.7ಕ್ಕೆ, ರಾ.10.30ಕ್ಕೆ, ದಿ ಕ್ರೂ (ಹಿಂ): ಬೆ.9.50ಕ್ಕೆ, ಮ.12.55ಕ್ಕೆ, ಮ.3.25ಕ್ಕೆ, ಸಂ.4.40ಕ್ಕೆ, ರಾ.10.05ಕ್ಕೆ, ಗಾಡ್ಜಿಲ್ಲಾ ಎಕ್ಸ್ ಕಾಂಗ್ ದಿ ನ್ಯೂ ಎಂಪೈರ್ (ಇಂ): ಮ.11.10ಕ್ಕೆ, ಮ.3.50ಕ್ಕೆ, ಸಂ.6.45ಕ್ಕೆ, ಅವತಾರ ಪುರುಷ 2 (ಕ): ಮ.2ಕ್ಕೆ, ರಾ.7.35ಕ್ಕೆ, ಮ್ಯಾಟ್ನಿ (ಕ): ಸಂ.4.40ಕ್ಕೆ, ಆವೇಶಂ (ಮ): ಸಂ.6.55ಕ್ಕೆ, ರಾ.10.15ಕ್ಕೆ	[1084, 1677, 1455, 1734]
cyan-dot	[1405, 2347, 1417, 2359]
theatre-film-row	[1080, 271, 1468, 289]
theatre-hall-header	[1080, 289, 1468, 306]
magenta-dot	[106, 2347, 118, 2359]
press-meet-photo-icon	[684, 826, 1069, 989]
issue-date: ಶುಕ್ರವಾರ 19 ಏಪ್ರಿಲ್ 2024	[1181, 86, 1469, 118]
bike-photo	[1079, 1830, 1469, 2017]
inox-screen-row	[1080, 1030, 1468, 1062]
theatre-hall-name: ಮಹದೇಶ್ವರ ಚಿತ್ರಮಂದಿರ	[1086, 290, 1174, 303]
pvr-subtitle: ನೆಕ್ಸಸ್ ಸೆಂಟರ್‌ಸಿಟಿ ಮಾಲ್,	[1208, 1430, 1340, 1447]
lead-column-2: ದಲಿತರಿಗೆ ಮೀಸಲಿಟ್ಟ ಹಣವನ್ನು ಬೇರೆ ಯೋಜನೆಗೆ ಬಳಸಿ ದಲಿತ ವರ್ಗಕ್ಕೆ ಅನ್ಯಾಯ ಮಾಡಿರುವುದು ಸರಿಯೇ ಎಂದು ಪ್ರಶ್ನಿಸಿದರು. ಗ್ಯಾರಂಟಿ ಯೋಜನೆಗಳಿಗೆ ನೀಡಲು ಮೀಸಲಾತಿ ನೀತಿಯನ್ನು ಗಾಳಿಗೆ ತೂರಿದ ಸಚಿವರು ದಲಿತರ ಮತ ಕೇಳುವ ನೈತಿಕತೆ ಕಳೆದುಕೊಂಡಿದ್ದಾರೆ. ಎಸ್‌ಸಿಎಸ್‌ಪಿ ಮತ್ತು ಟಿಎಸ್‌ಪಿ ಯೋಜನೆಯ ಹಣವನ್ನು ಬಳಕೆ ಮಾಡಿ ಬಳಿಕ ಸಂವಿಧಾನದ ಬಗ್ಗೆ ಮಾತನಾಡುವುದು ಎಷ್ಟು ಸರಿ ಎಂದರು.	[294, 486, 489, 663]
deve-column-2: ದೇವೇಗೌಡರು ಪ್ರಧಾನಿ ಹುದ್ದೆಯವರೆಗೆ ಹೋದವರು. ಅವರು ಬಿಜೆಪಿ ಜೊತೆ ಕೈ ಜೋಡಿಸಿರುವುದು ರಾಜ್ಯದ ಜನತೆಗೆ ನೋವು ತಂದಿದೆ. ಚುನಾವಣೆಯಲ್ಲಿ ಜನರು ತಕ್ಕ ಉತ್ತರ ನೀಡಲಿದ್ದಾರೆ ಎಂದರು.	[294, 2174, 512, 2250]
drc-screen-row	[1080, 804, 1468, 836]
screen-showtimes: ಅವತಾರ ಪುರುಷ 2 (ಕ): ಬೆ.10.45ಕ್ಕೆ, ಬಡೇ ಮಿಯಾನ್ ಛೋಟೆ ಮಿಯಾನ್ (ಹಿಂ): ಮ.1.10ಕ್ಕೆ, ಯುವ (ಕ): ಸಂ.4.15ಕ್ಕೆ, ಸಂ.7.10ಕ್ಕೆ, ರಾ.10.05ಕ್ಕೆ	[1134, 806, 1464, 833]
congress-meeting-photo-icon	[294, 1843, 755, 2017]
mvc-logo: MVC	[1088, 1196, 1162, 1230]
inox-screens	[1080, 997, 1468, 1128]
lead-column-4: ದಾಗಿದ್ದಾರೆ. ಸುಳ್ಳು ಸುದ್ದಿಗಳನ್ನು ಹಬ್ಬಿಸಿ ಮತ ಸೆಳೆಯುವ ಕಾಂಗ್ರೆಸ್‌ನ ತಂತ್ರ ಈ ಬಾರಿ ಫಲಿಸುವುದಿಲ್ಲ. ಜನರು ಮೋದಿಯವರ ಅಭಿವೃದ್ಧಿ ಕಾರ್ಯಗಳನ್ನು ನೋಡಿ ಮತ ನೀಡಲಿದ್ದಾರೆ ಎಂದರು. ಈ ಸಂದರ್ಭದಲ್ಲಿ ಮಾಜಿ ಶಾಸಕರು, ಜಿಲ್ಲಾ ಮುಖಂಡರು ಹಾಗೂ ಕಾರ್ಯಕರ್ತರು ಉಪಸ್ಥಿತರಿದ್ದರು.	[698, 486, 899, 622]
screen-label: ಸ್ಕ್ರೀನ್ 4	[1083, 1097, 1113, 1109]
magenta-dot	[1425, 2347, 1437, 2359]
mvc-screen-row	[1080, 1240, 1468, 1273]
theatre-hall-name: ತಿಬ್ಬಾದೇವಿ	[1086, 465, 1122, 478]
screen-showtimes: ಗಾಡ್ಜಿಲ್ಲಾ ಎಕ್ಸ್ ಕಾಂಗ್ ದಿ ನ್ಯೂ ಎಂಪೈರ್ (3ಡಿ) (ಇಂ) ಬೆ.10.25ಕ್ಕೆ, ರಾ.10ಕ್ಕೆ, ಯುವ (ಕ): ಮ.1ಕ್ಕೆ, ಸಂ.4.15ಕ್ಕೆ, O2 (ಕ): ರಾ.7.30ಕ್ಕೆ	[1134, 999, 1443, 1027]
lead-headline: ಸಚಿವ ಹೆಚ್‌ಸಿಎಂಗೆ ಸಂವಿಧಾನ ಪೀಠಿಕೆ ಓದುವ ನೈತಿಕತೆ ಇಲ್ಲ	[134, 180, 1020, 233]
theatre-hall-header	[1080, 498, 1468, 516]
theatre-hall-name: ಸಂಗಂ	[1086, 395, 1108, 408]
balaraj-photo-caption: ಸುದ್ದಿಗೋಷ್ಠಿಯಲ್ಲಿ ಬಿಜೆಪಿ ಮುಖಂಡ ಗುರುಪಾದಸ್ವಾಮಿ ಮಾತನಾಡಿದರು.	[736, 990, 1017, 1005]
film-shows: 4 ಪ್ರದರ್ಶನಗಳು	[1404, 447, 1463, 460]
theatre-hall-header	[1080, 359, 1468, 376]
